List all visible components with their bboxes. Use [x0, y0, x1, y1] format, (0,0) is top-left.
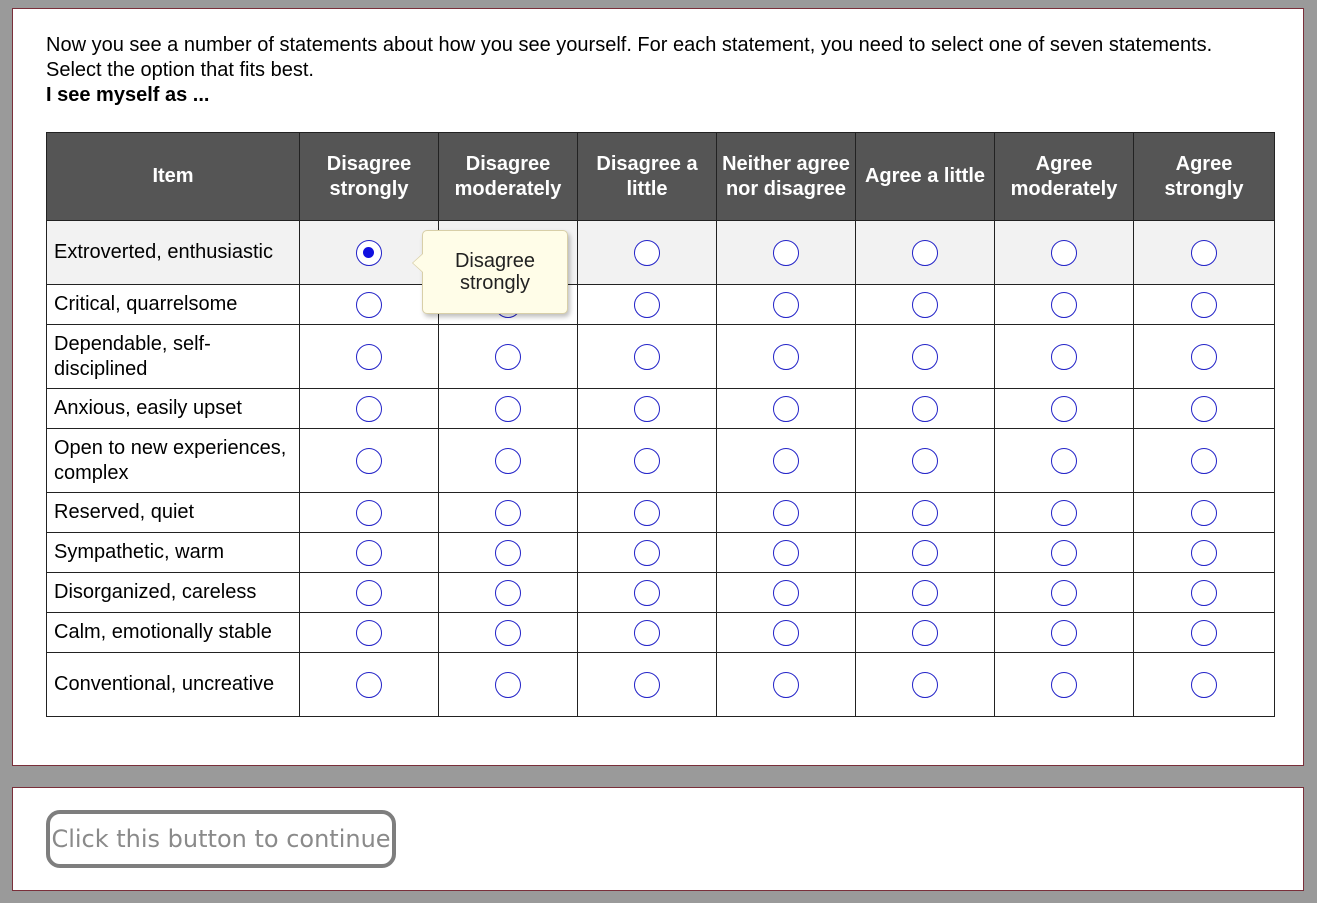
option-cell[interactable]	[439, 573, 578, 613]
option-radio[interactable]	[495, 500, 521, 526]
option-cell[interactable]	[995, 493, 1134, 533]
option-cell[interactable]	[1134, 325, 1275, 389]
option-cell[interactable]	[300, 429, 439, 493]
continue-panel	[12, 787, 1304, 891]
option-cell[interactable]	[1134, 653, 1275, 717]
column-header-agree-a-little: Agree a little	[856, 133, 995, 221]
option-cell[interactable]	[995, 573, 1134, 613]
row-item-label: Critical, quarrelsome	[47, 285, 300, 325]
option-radio[interactable]	[356, 580, 382, 606]
option-cell[interactable]	[995, 285, 1134, 325]
option-radio[interactable]	[1191, 672, 1217, 698]
option-cell[interactable]	[856, 613, 995, 653]
option-cell[interactable]	[439, 429, 578, 493]
row-item-label: Dependable, self-disciplined	[47, 325, 300, 389]
option-cell[interactable]	[995, 325, 1134, 389]
option-radio[interactable]	[773, 396, 799, 422]
option-radio[interactable]	[1051, 540, 1077, 566]
option-radio[interactable]	[912, 240, 938, 266]
table-row	[47, 493, 1275, 533]
option-cell[interactable]	[578, 325, 717, 389]
option-cell[interactable]	[856, 285, 995, 325]
option-radio[interactable]	[912, 292, 938, 318]
option-radio[interactable]	[773, 292, 799, 318]
column-header-neither: Neither agree nor disagree	[717, 133, 856, 221]
option-radio[interactable]	[495, 620, 521, 646]
option-radio[interactable]	[1051, 672, 1077, 698]
option-radio[interactable]	[634, 344, 660, 370]
option-cell[interactable]	[1134, 573, 1275, 613]
option-cell[interactable]	[995, 429, 1134, 493]
option-radio[interactable]	[356, 448, 382, 474]
option-cell[interactable]	[717, 325, 856, 389]
option-cell[interactable]	[1134, 389, 1275, 429]
table-row	[47, 221, 1275, 285]
option-radio[interactable]	[912, 344, 938, 370]
option-radio[interactable]	[912, 396, 938, 422]
option-cell[interactable]	[995, 389, 1134, 429]
option-cell[interactable]	[717, 573, 856, 613]
option-cell[interactable]	[717, 221, 856, 285]
option-cell[interactable]	[856, 493, 995, 533]
option-cell[interactable]	[995, 221, 1134, 285]
option-radio[interactable]	[1051, 448, 1077, 474]
option-radio[interactable]	[1191, 500, 1217, 526]
option-cell[interactable]	[717, 653, 856, 717]
option-radio[interactable]	[912, 540, 938, 566]
column-header-agree-moderately: Agree moderately	[995, 133, 1134, 221]
option-radio[interactable]	[495, 344, 521, 370]
option-radio[interactable]	[1051, 240, 1077, 266]
option-cell[interactable]	[578, 285, 717, 325]
option-cell[interactable]	[995, 653, 1134, 717]
option-radio[interactable]	[773, 500, 799, 526]
option-radio[interactable]	[634, 620, 660, 646]
option-cell[interactable]	[856, 653, 995, 717]
table-row	[47, 285, 1275, 325]
option-cell[interactable]	[856, 221, 995, 285]
option-radio[interactable]	[356, 620, 382, 646]
row-item-label: Extroverted, enthusiastic	[47, 221, 300, 285]
option-cell[interactable]	[300, 285, 439, 325]
option-radio[interactable]	[1191, 620, 1217, 646]
continue-button[interactable]: Click this button to continue	[46, 810, 396, 868]
option-radio[interactable]	[495, 580, 521, 606]
row-item-label: Reserved, quiet	[47, 493, 300, 533]
option-radio[interactable]	[773, 448, 799, 474]
instructions	[46, 33, 1246, 108]
option-radio[interactable]	[1051, 344, 1077, 370]
option-cell[interactable]	[995, 533, 1134, 573]
option-radio[interactable]	[1191, 240, 1217, 266]
option-cell[interactable]	[439, 493, 578, 533]
option-radio[interactable]	[1051, 396, 1077, 422]
option-cell[interactable]	[578, 533, 717, 573]
option-cell[interactable]	[439, 653, 578, 717]
table-row	[47, 573, 1275, 613]
option-cell[interactable]	[1134, 493, 1275, 533]
option-cell[interactable]	[300, 533, 439, 573]
option-cell[interactable]	[856, 429, 995, 493]
option-cell[interactable]	[300, 389, 439, 429]
option-cell[interactable]	[578, 221, 717, 285]
row-item-label: Anxious, easily upset	[47, 389, 300, 429]
option-radio[interactable]	[773, 620, 799, 646]
option-radio[interactable]	[773, 240, 799, 266]
option-radio[interactable]	[634, 672, 660, 698]
column-header-disagree-strongly: Disagree strongly	[300, 133, 439, 221]
tooltip-text: Disagree strongly	[454, 250, 536, 294]
option-radio[interactable]	[495, 448, 521, 474]
option-cell[interactable]	[300, 325, 439, 389]
option-cell[interactable]	[717, 285, 856, 325]
option-radio[interactable]	[1051, 500, 1077, 526]
option-radio[interactable]	[495, 672, 521, 698]
option-radio[interactable]	[356, 540, 382, 566]
option-radio[interactable]	[356, 672, 382, 698]
option-cell[interactable]	[300, 653, 439, 717]
row-item-label: Calm, emotionally stable	[47, 613, 300, 653]
option-radio[interactable]	[1051, 292, 1077, 318]
question-panel	[12, 8, 1304, 766]
option-cell[interactable]	[578, 493, 717, 533]
option-cell[interactable]	[995, 613, 1134, 653]
option-cell[interactable]	[1134, 221, 1275, 285]
option-radio[interactable]	[912, 500, 938, 526]
option-cell[interactable]	[1134, 429, 1275, 493]
row-item-label: Sympathetic, warm	[47, 533, 300, 573]
option-radio[interactable]	[634, 448, 660, 474]
option-cell[interactable]	[1134, 533, 1275, 573]
table-row	[47, 613, 1275, 653]
option-radio[interactable]	[912, 620, 938, 646]
option-cell[interactable]	[717, 389, 856, 429]
column-header-disagree-moderately: Disagree moderately	[439, 133, 578, 221]
option-radio[interactable]	[356, 240, 382, 266]
option-radio[interactable]	[1191, 448, 1217, 474]
option-radio[interactable]	[1051, 580, 1077, 606]
option-cell[interactable]	[300, 613, 439, 653]
option-radio[interactable]	[773, 540, 799, 566]
table-row	[47, 533, 1275, 573]
option-radio[interactable]	[356, 292, 382, 318]
table-row	[47, 429, 1275, 493]
option-cell[interactable]	[300, 573, 439, 613]
option-cell[interactable]	[300, 493, 439, 533]
option-radio[interactable]	[1051, 620, 1077, 646]
option-radio[interactable]	[773, 672, 799, 698]
option-cell[interactable]	[856, 389, 995, 429]
option-radio[interactable]	[495, 540, 521, 566]
option-cell[interactable]	[439, 389, 578, 429]
option-cell[interactable]	[856, 325, 995, 389]
table-row	[47, 389, 1275, 429]
option-cell[interactable]	[578, 429, 717, 493]
option-cell[interactable]	[578, 389, 717, 429]
option-cell[interactable]	[717, 533, 856, 573]
instructions-prompt: I see myself as ...	[46, 84, 210, 106]
column-header-disagree-a-little: Disagree a little	[578, 133, 717, 221]
option-cell[interactable]	[856, 573, 995, 613]
option-radio[interactable]	[634, 240, 660, 266]
option-cell[interactable]	[717, 493, 856, 533]
option-cell[interactable]	[717, 613, 856, 653]
option-cell[interactable]	[1134, 613, 1275, 653]
option-radio[interactable]	[495, 396, 521, 422]
option-cell[interactable]	[578, 613, 717, 653]
option-radio[interactable]	[1191, 396, 1217, 422]
option-cell[interactable]	[578, 573, 717, 613]
header-row	[47, 133, 1275, 221]
row-item-label: Open to new experiences, complex	[47, 429, 300, 493]
instructions-text: Now you see a number of statements about how you see yourself. For each statement, you need to select one of seven statements. Select the option that fits best.	[46, 34, 1213, 81]
option-radio[interactable]	[773, 344, 799, 370]
option-radio[interactable]	[1191, 540, 1217, 566]
option-radio[interactable]	[912, 672, 938, 698]
option-tooltip	[422, 230, 568, 314]
option-cell[interactable]	[439, 613, 578, 653]
option-radio[interactable]	[634, 396, 660, 422]
option-radio[interactable]	[1191, 580, 1217, 606]
option-radio[interactable]	[634, 500, 660, 526]
option-radio[interactable]	[773, 580, 799, 606]
option-cell[interactable]	[439, 533, 578, 573]
option-radio[interactable]	[912, 580, 938, 606]
likert-matrix	[46, 132, 1275, 717]
option-cell[interactable]	[439, 325, 578, 389]
row-item-label: Conventional, uncreative	[47, 653, 300, 717]
option-radio[interactable]	[356, 344, 382, 370]
option-radio[interactable]	[634, 292, 660, 318]
table-row	[47, 325, 1275, 389]
option-radio[interactable]	[634, 580, 660, 606]
option-cell[interactable]	[578, 653, 717, 717]
option-radio[interactable]	[356, 396, 382, 422]
option-radio[interactable]	[634, 540, 660, 566]
table-row	[47, 653, 1275, 717]
option-cell[interactable]	[717, 429, 856, 493]
option-radio[interactable]	[356, 500, 382, 526]
option-cell[interactable]	[1134, 285, 1275, 325]
option-radio[interactable]	[1191, 344, 1217, 370]
column-header-item: Item	[47, 133, 300, 221]
option-radio[interactable]	[912, 448, 938, 474]
option-radio[interactable]	[1191, 292, 1217, 318]
option-cell[interactable]	[856, 533, 995, 573]
row-item-label: Disorganized, careless	[47, 573, 300, 613]
column-header-agree-strongly: Agree strongly	[1134, 133, 1275, 221]
